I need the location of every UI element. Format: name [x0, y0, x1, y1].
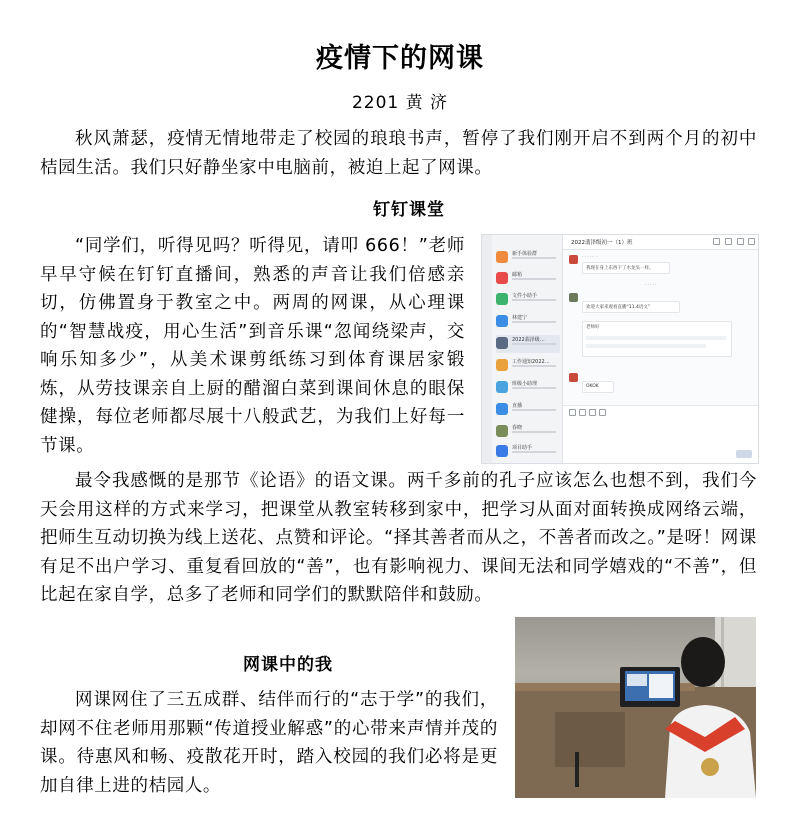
school-badge	[701, 758, 719, 776]
send-button[interactable]	[736, 450, 752, 458]
app-rail	[482, 235, 492, 463]
sender-avatar	[569, 373, 578, 382]
conversation-item	[496, 291, 560, 309]
conversation-name: 项目助手	[512, 445, 533, 451]
message-card	[582, 321, 732, 357]
section1-paragraph: “同学们，听得见吗？听得见，请叩 666！”老师早早守候在钉钉直播间，熟悉的声音让我们倍感亲切，仿佛置身于教室之中。两周的网课，从心理课的“智慧战疫，用心生活”到音乐课“忽闻绕梁声，交响乐知多少”，从美术课剪纸练习到体育课居家锻炼，从劳技课亲自上厨的醋溜白菜到课间休息的眼保健操，每位老师都尽展十八般武艺，为我们上好每一节课。	[40, 236, 465, 456]
laptop-window	[627, 674, 647, 686]
photo-illustration	[515, 617, 756, 798]
student-photo	[515, 617, 756, 798]
conversation-item	[496, 379, 560, 397]
card-row	[586, 336, 726, 340]
avatar	[496, 425, 508, 437]
sender-avatar	[569, 255, 578, 264]
emoji-icon[interactable]	[569, 409, 576, 416]
conversation-preview	[512, 431, 556, 433]
section1-paragraph-2: 最令我感慨的是那节《论语》的语文课。两千多前的孔子应该怎么也想不到，我们今天会用这样的方式来学习，把课堂从教室转移到家中，把学习从面对面转换成网络云端，把师生互动切换为线上送花、点赞和评论。“择其善者而从之，不善者而改之。”是呀！网课有足不出户学习、重复看回放的“善”，也有影响视力、课间无法和同学嬉戏的“不善”，但比起在家自学，总多了老师和同学们的默默陪伴和鼓励。	[40, 471, 757, 605]
conversation-preview	[512, 451, 556, 453]
message-text: 欢迎大家来观看直播“11.4语文”	[586, 305, 651, 310]
video-icon	[713, 238, 720, 245]
conversation-item-active	[496, 335, 560, 353]
cable	[575, 752, 579, 787]
byline: 2201 黄 济	[351, 93, 449, 113]
conversation-name: 2022翡泽级…	[512, 337, 545, 343]
avatar	[496, 381, 508, 393]
conversation-item	[496, 313, 560, 331]
desk-shelf	[555, 712, 625, 767]
conversation-name: 春晓	[512, 425, 523, 431]
conversation-preview	[512, 257, 556, 259]
avatar	[496, 272, 508, 284]
conversation-name: 班级小助理	[512, 381, 538, 387]
conversation-preview	[512, 278, 556, 280]
conversation-preview	[512, 365, 556, 367]
more-icon	[748, 238, 755, 245]
page-title: 疫情下的网课	[316, 43, 484, 74]
section2-paragraph: 网课网住了三五成群、结伴而行的“志于学”的我们，却网不住老师用那颗“传道授业解惑”的心带来声情并茂的课。待惠风和畅、疫散花开时，踏入校园的我们必将是更加自律上进的桔园人。	[40, 690, 498, 796]
avatar	[496, 337, 508, 349]
avatar	[496, 251, 508, 263]
phone-icon	[725, 238, 732, 245]
timestamp: · · · · ·	[645, 282, 657, 287]
conversation-item	[496, 443, 560, 461]
conversation-item	[496, 270, 560, 288]
conversation-preview	[512, 409, 556, 411]
conversation-preview	[512, 387, 556, 389]
file-icon[interactable]	[599, 409, 606, 416]
conversation-name: 邮箱	[512, 272, 523, 278]
conversation-item	[496, 423, 560, 441]
mention-icon[interactable]	[579, 409, 586, 416]
chat-title: 2022翡泽级初一（1）班	[571, 240, 633, 246]
conversation-name: 林建宁	[512, 315, 528, 321]
folder-icon	[737, 238, 744, 245]
sender-avatar	[569, 293, 578, 302]
sender-meta: · · · · · · ·	[582, 254, 599, 259]
conversation-name: 工作通知2022…	[512, 359, 550, 365]
conversation-preview	[512, 343, 556, 345]
chat-pane	[563, 235, 758, 463]
conversation-item	[496, 357, 560, 375]
conversation-item	[496, 249, 560, 267]
conversation-preview	[512, 321, 556, 323]
conversation-name: 新手体验群	[512, 251, 538, 257]
conversation-item	[496, 401, 560, 419]
conversation-name: 直播	[512, 403, 523, 409]
message-input-area[interactable]	[563, 405, 758, 464]
laptop-window	[649, 674, 673, 698]
message-bubble	[582, 301, 680, 313]
message-text: 我现在身上东西干了水龙头一样。	[586, 266, 654, 271]
message-bubble	[582, 262, 670, 274]
intro-paragraph: 秋风萧瑟，疫情无情地带走了校园的琅琅书声，暂停了我们刚开启不到两个月的初中桔园生活。我们只好静坐家中电脑前，被迫上起了网课。	[40, 129, 757, 178]
conversation-preview	[512, 299, 556, 301]
avatar	[496, 403, 508, 415]
dingtalk-screenshot	[481, 234, 759, 464]
section-heading-me: 网课中的我	[243, 655, 333, 675]
avatar	[496, 315, 508, 327]
avatar	[496, 445, 508, 457]
student-head	[681, 637, 725, 687]
message-text: OKOK	[586, 384, 599, 389]
avatar	[496, 359, 508, 371]
image-icon[interactable]	[589, 409, 596, 416]
avatar	[496, 293, 508, 305]
conversation-list	[492, 235, 563, 463]
message-bubble	[582, 381, 614, 393]
chat-header	[563, 235, 758, 250]
section-heading-dingding: 钉钉课堂	[373, 200, 445, 220]
message-text: 老师好	[586, 325, 600, 330]
conversation-name: 文件小助手	[512, 293, 538, 299]
card-row	[586, 344, 706, 348]
